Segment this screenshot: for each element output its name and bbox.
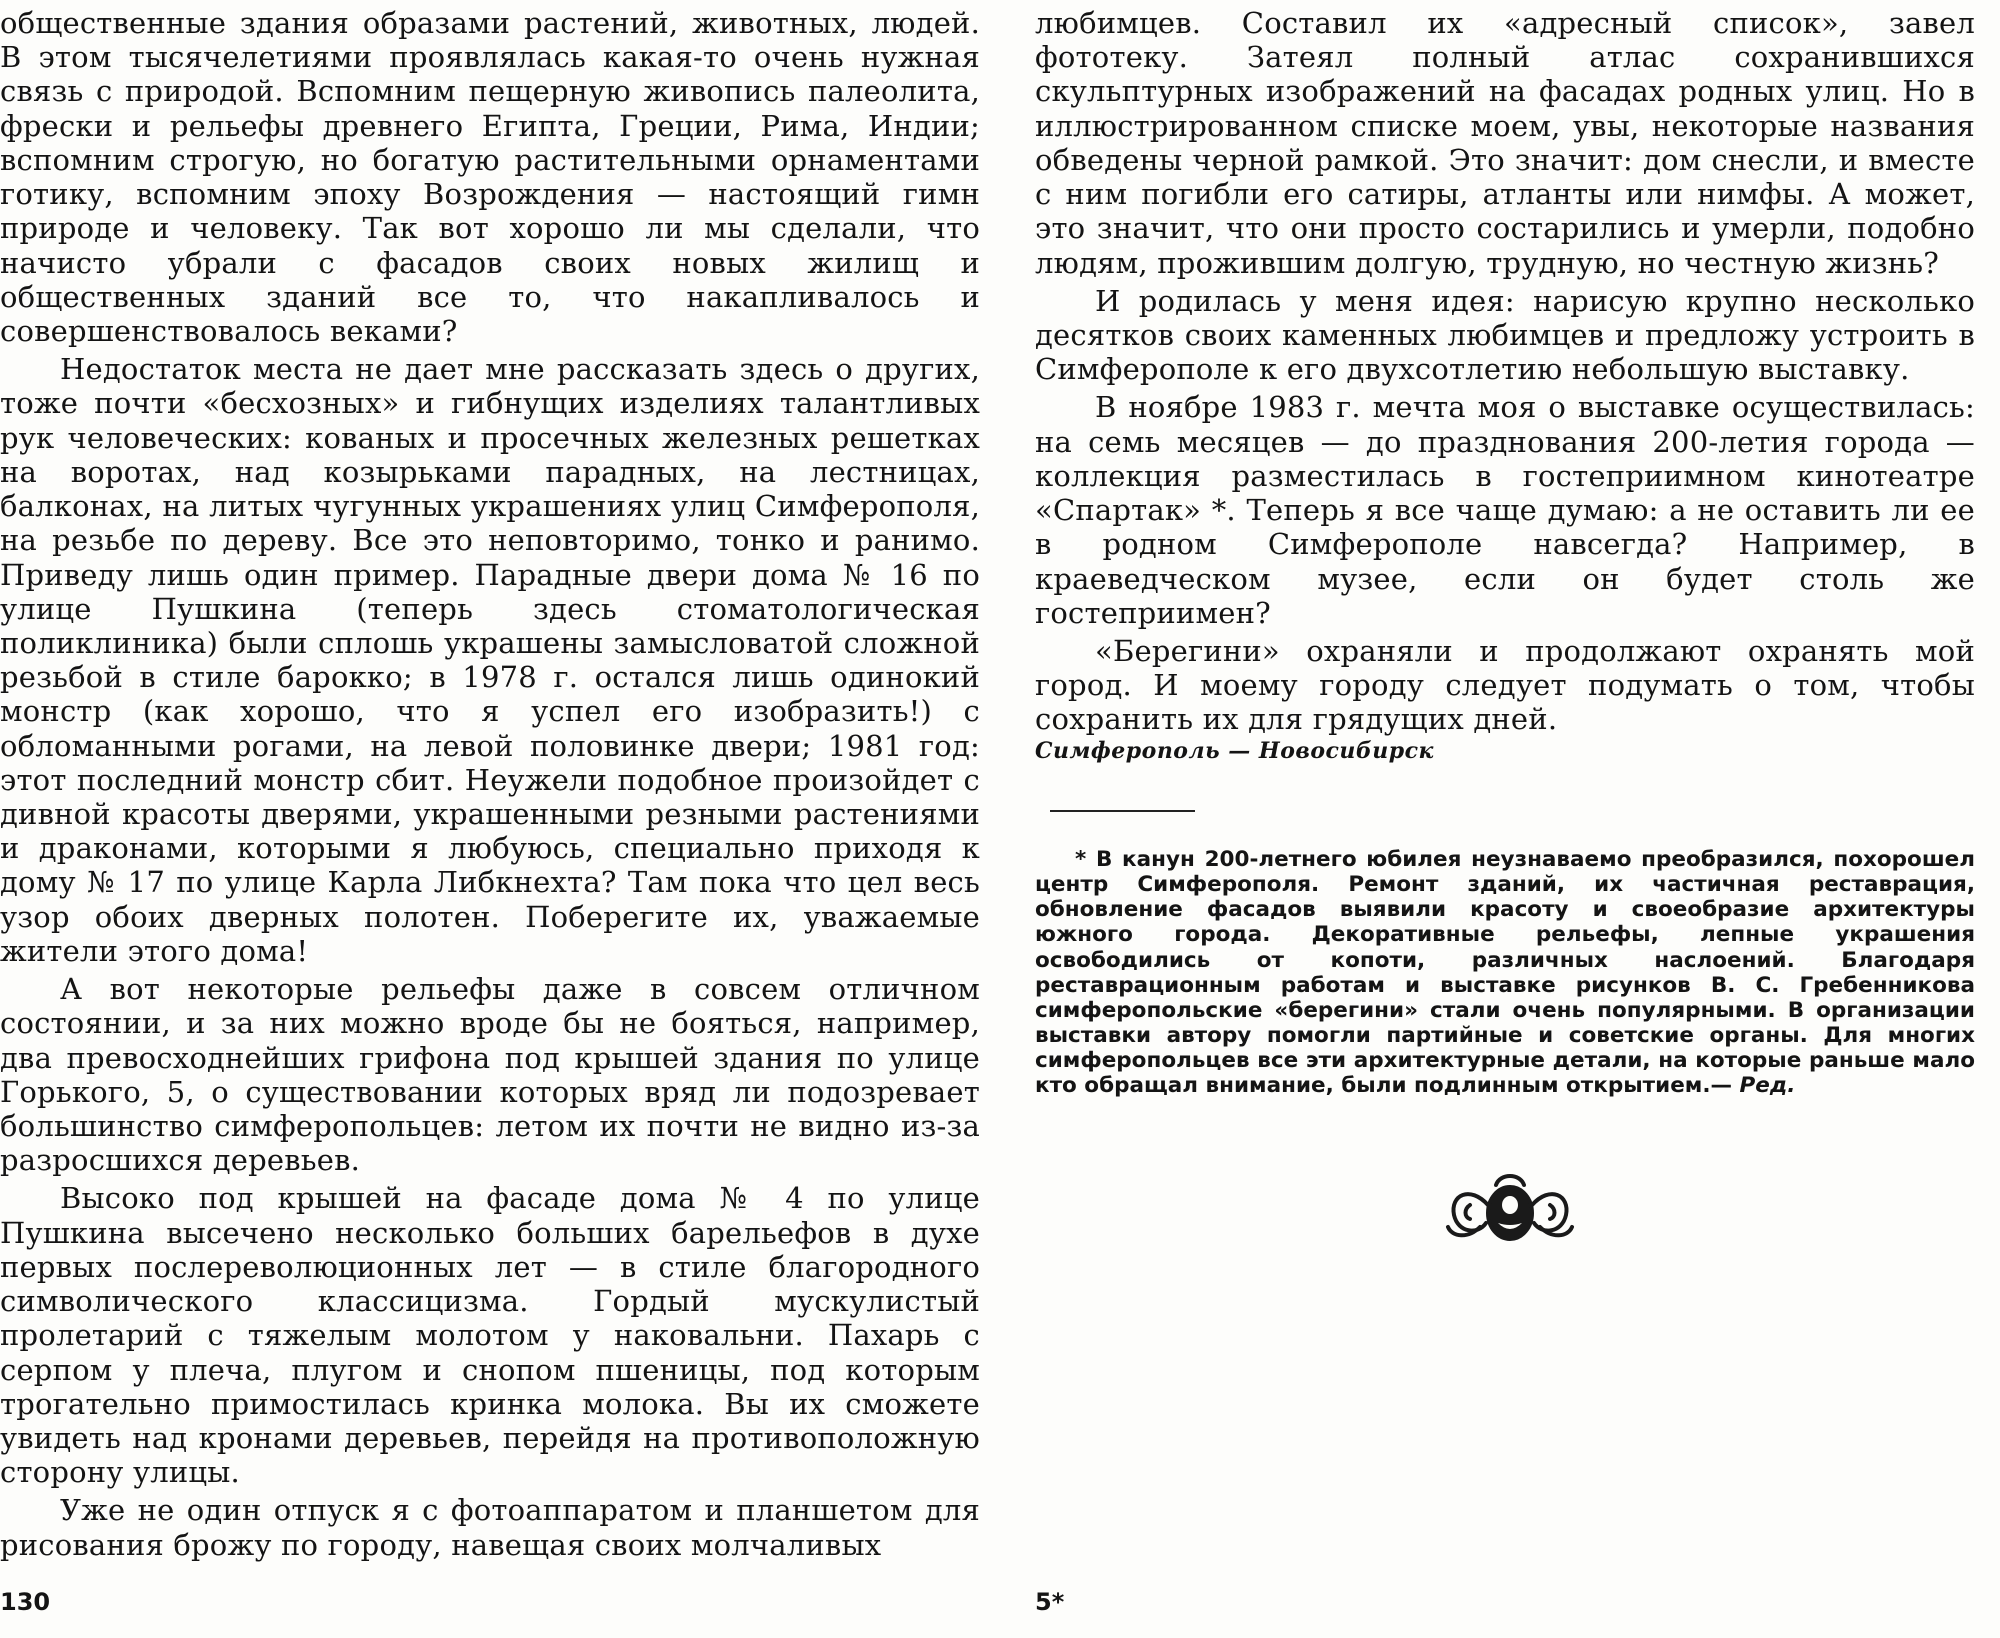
paragraph: И родилась у меня идея: нарисую крупно несколько десятков своих каменных любимцев и предложу устроить в Симферополе к его двухсотлетию небольшую выставку.	[1035, 283, 1975, 387]
floral-ornament-icon	[1440, 1165, 1580, 1255]
paragraph: «Берегини» охраняли и продолжают охранять мой город. И моему городу следует подумать о том, чтобы сохранить их для грядущих дней.	[1035, 633, 1975, 737]
place-line: Симферополь — Новосибирск	[1035, 738, 1434, 764]
paragraph: Недостаток места не дает мне рассказать здесь о других, тоже почти «бесхозных» и гибнущих изделиях талантливых рук человеческих: кованых и просечных железных решетках на воротах, над козырьками парадных, на лестницах, балконах, на литых чугунных украшениях улиц Симферополя, на резьбе по дереву. Все это неповторимо, тонко и ранимо. Приведу лишь один пример. Парадные двери дома № 16 по улице Пушкина (теперь здесь стоматологическая поликлиника) были сплошь украшены замысловатой сложной резьбой в стиле барокко; в 1978 г. остался лишь одинокий монстр (как хорошо, что я успел его изобразить!) с обломанными рогами, на левой половинке двери; 1981 год: этот последний монстр сбит. Неужели подобное произойдет с дивной красоты дверями, украшенными резными растениями и драконами, которыми я любуюсь, специально приходя к дому № 17 по улице Карла Либкнехта? Там пока что цел весь узор обоих дверных полотен. Поберегите их, уважаемые жители этого дома!	[0, 352, 980, 968]
footnote-divider	[1050, 810, 1195, 812]
paragraph: Высоко под крышей на фасаде дома № 4 по улице Пушкина высечено несколько больших барельефов в духе первых послереволюционных лет — в стиле благородного символического классицизма. Гордый мускулистый пролетарий с тяжелым молотом у наковальни. Пахарь с серпом у плеча, плугом и снопом пшеницы, под которым трогательно примостилась кринка молока. Вы их сможете увидеть над кронами деревьев, перейдя на противоположную сторону улицы.	[0, 1181, 980, 1490]
paragraph: любимцев. Составил их «адресный список», завел фототеку. Затеял полный атлас сохранившихся скульптурных изображений на фасадах родных улиц. Но в иллюстрированном списке моем, увы, некоторые названия обведены черной рамкой. Это значит: дом снесли, и вместе с ним погибли его сатиры, атланты или нимфы. А может, это значит, что они просто состарились и умерли, подобно людям, прожившим долгую, трудную, но честную жизнь?	[1035, 6, 1975, 280]
footnote-text: * В канун 200-летнего юбилея неузнаваемо преобразился, похорошел центр Симферополя. Ремонт зданий, их частичная реставрация, обновление фасадов выявили красоту и своеобразие архитектуры южного города. Декоративные рельефы, лепные украшения освободились от копоти, различных наслоений. Благодаря реставрационным работам и выставке рисунков В. С. Гребенникова симферопольские «берегини» стали очень популярными. В организации выставки автору помогли партийные и советские органы. Для многих симферопольцев все эти архитектурные детали, на которые раньше мало кто обращал внимание, были подлинным открытием.—	[1035, 847, 1975, 1099]
paragraph: А вот некоторые рельефы даже в совсем отличном состоянии, и за них можно вроде бы не бояться, например, два превосходнейших грифона под крышей здания по улице Горького, 5, о существовании которых вряд ли подозревает большинство симферопольцев: летом их почти не видно из-за разросшихся деревьев.	[0, 972, 980, 1178]
page-number: 5*	[1035, 1588, 1065, 1616]
left-column	[0, 0, 980, 1562]
page-number: 130	[0, 1588, 51, 1616]
right-column	[1035, 0, 1975, 737]
footnote	[1035, 847, 1975, 1098]
paragraph: В ноябре 1983 г. мечта моя о выставке осуществилась: на семь месяцев — до празднования 200-летия города — коллекция разместилась в гостеприимном кинотеатре «Спартак» *. Теперь я все чаще думаю: а не оставить ли ее в родном Симферополе навсегда? Например, в краеведческом музее, если он будет столь же гостеприимен?	[1035, 390, 1975, 630]
paragraph: Уже не один отпуск я с фотоаппаратом и планшетом для рисования брожу по городу, навещая своих молчаливых	[0, 1493, 980, 1562]
editor-mark: Ред.	[1739, 1073, 1796, 1099]
paragraph: общественные здания образами растений, животных, людей. В этом тысячелетиями проявлялась какая-то очень нужная связь с природой. Вспомним пещерную живопись палеолита, фрески и рельефы древнего Египта, Греции, Рима, Индии; вспомним строгую, но богатую растительными орнаментами готику, вспомним эпоху Возрождения — настоящий гимн природе и человеку. Так вот хорошо ли мы сделали, что начисто убрали с фасадов своих новых жилищ и общественных зданий все то, что накапливалось и совершенствовалось веками?	[0, 6, 980, 348]
